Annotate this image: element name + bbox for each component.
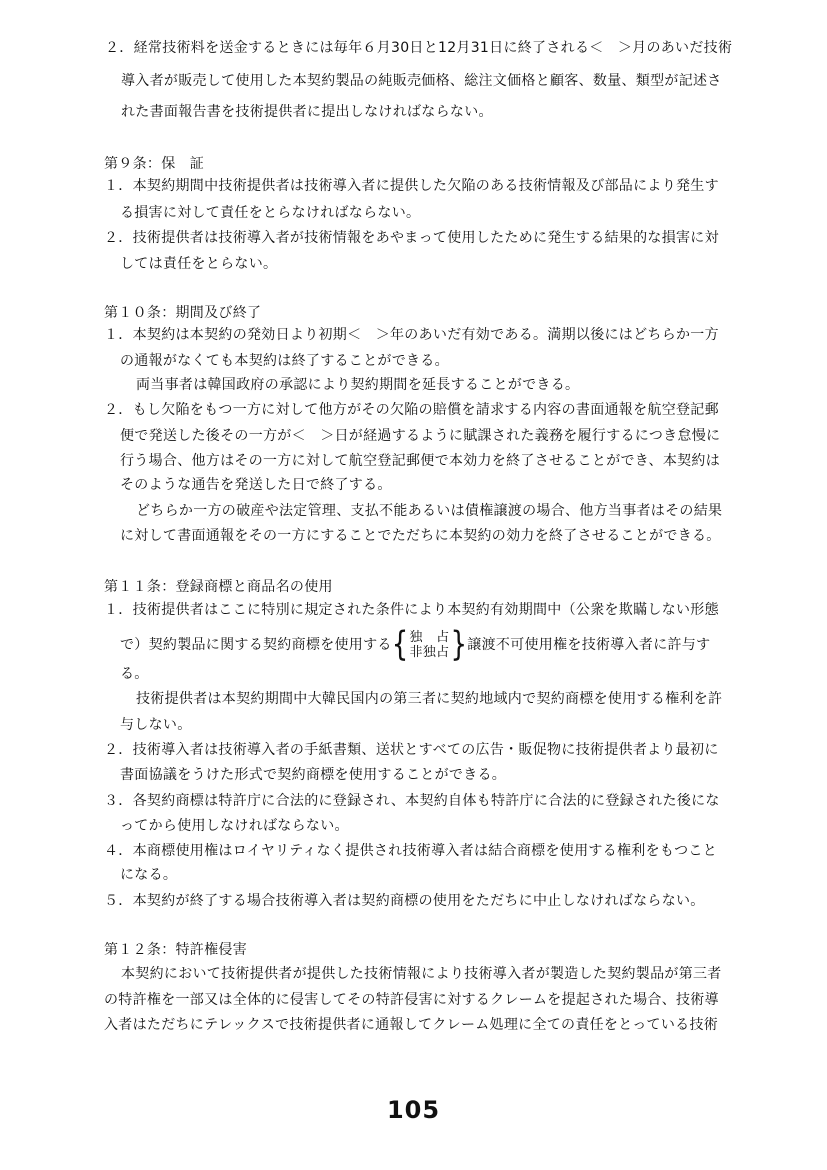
article-12-heading: 第１２条：特許権侵害 bbox=[104, 942, 247, 958]
article-10-item-1-line-1: １．本契約は本契約の発効日より初期＜ ＞年のあいだ有効である。満期以後にはどちらか一方 bbox=[104, 327, 719, 343]
clause-8-item-2-line-2: 導入者が販売して使用した本契約製品の純販売価格、総注文価格と顧客、数量、類型が記述さ bbox=[121, 73, 722, 89]
article-11-item-4-line-1: ４．本商標使用権はロイヤリティなく提供され技術導入者は結合商標を使用する権利をもつこと bbox=[104, 843, 718, 859]
article-11-item-2-line-1: ２．技術導入者は技術導入者の手紙書類、送状とすべての広告・販促物に技術提供者より最初に bbox=[104, 742, 719, 758]
non-exclusive-option: 非独占 bbox=[409, 645, 450, 660]
article-12-body-line-3: 入者はただちにテレックスで技術提供者に通報してクレーム処理に全ての責任をとっている技術 bbox=[104, 1017, 719, 1033]
article-11-item-1-line-3: る。 bbox=[120, 666, 149, 682]
article-11-item-1-line-2: で）契約製品に関する契約商標を使用する{ 独 占 非独占 }譲渡不可使用権を技術導入者に許与す bbox=[120, 625, 711, 665]
article-9-item-1-line-1: １．本契約期間中技術提供者は技術導入者に提供した欠陥のある技術情報及び部品により発生す bbox=[104, 178, 719, 194]
article-10-item-2-line-2: 便で発送した後その一方が＜ ＞日が経過するように賦課された義務を履行するにつき怠慢に bbox=[120, 428, 721, 444]
article-10-item-2-line-1: ２．もし欠陥をもつ一方に対して他方がその欠陥の賠償を請求する内容の書面通報を航空登記郵 bbox=[104, 402, 719, 418]
article-10-item-2-line-3: 行う場合、他方はその一方に対して航空登記郵便で本効力を終了させることができ、本契約は bbox=[120, 453, 721, 469]
article-10-item-1-line-2: の通報がなくても本契約は終了することができる。 bbox=[120, 353, 449, 369]
article-11-item-2-line-2: 書面協議をうけた形式で契約商標を使用することができる。 bbox=[120, 767, 507, 783]
article-9-item-2-line-1: ２．技術提供者は技術導入者が技術情報をあやまって使用したために発生する結果的な損害に対 bbox=[104, 230, 719, 246]
exclusivity-choice bbox=[410, 630, 450, 660]
article-11-item-3-line-2: ってから使用しなければならない。 bbox=[120, 818, 349, 834]
article-11-item-3-line-1: ３．各契約商標は特許庁に合法的に登録され、本契約自体も特許庁に合法的に登録された後にな bbox=[104, 793, 720, 809]
article-12-body-line-2: の特許権を一部又は全体的に侵害してその特許侵害に対するクレームを提起された場合、技術導 bbox=[104, 992, 719, 1008]
article-11-item-5-line-1: ５．本契約が終了する場合技術導入者は契約商標の使用をただちに中止しなければならない。 bbox=[104, 893, 705, 909]
article-11-item-4-line-2: になる。 bbox=[120, 867, 178, 883]
article-9-item-1-line-2: る損害に対して責任をとらなければならない。 bbox=[120, 205, 421, 221]
article-11-item-1-line-2-end: 譲渡不可使用権を技術導入者に許与す bbox=[467, 637, 711, 653]
article-11-item-1-line-2-start: で）契約製品に関する契約商標を使用する bbox=[120, 637, 392, 653]
article-11-item-1-line-5: 与しない。 bbox=[120, 717, 192, 733]
article-10-item-2-line-6: に対して書面通報をその一方にすることでただちに本契約の効力を終了させることができる。 bbox=[120, 528, 721, 544]
article-11-item-1-line-4: 技術提供者は本契約期間中大韓民国内の第三者に契約地域内で契約商標を使用する権利を許 bbox=[136, 691, 723, 707]
article-11-heading: 第１１条：登録商標と商品名の使用 bbox=[104, 579, 333, 595]
clause-8-item-2-line-1: ２．経常技術料を送金するときには毎年６月30日と12月31日に終了される＜ ＞月のあいだ技術 bbox=[105, 40, 733, 56]
article-11-item-1-line-1: １．技術提供者はここに特別に規定された条件により本契約有効期間中（公衆を欺瞞しない形態 bbox=[104, 602, 719, 618]
exclusive-option: 独 占 bbox=[409, 630, 450, 645]
article-10-heading: 第１０条：期間及び終了 bbox=[104, 305, 262, 321]
article-9-item-2-line-2: しては責任をとらない。 bbox=[120, 256, 278, 272]
clause-8-item-2-line-3: れた書面報告書を技術提供者に提出しなければならない。 bbox=[121, 104, 493, 120]
article-10-item-2-line-4: そのような通告を発送した日で終了する。 bbox=[120, 477, 392, 493]
article-10-item-1-line-3: 両当事者は韓国政府の承認により契約期間を延長することができる。 bbox=[136, 377, 580, 393]
page-number: 105 bbox=[386, 1096, 441, 1124]
article-9-heading: 第９条：保 証 bbox=[104, 156, 205, 172]
article-10-item-2-line-5: どちらか一方の破産や法定管理、支払不能あるいは債権譲渡の場合、他方当事者はその結果 bbox=[136, 503, 723, 519]
article-12-body-line-1: 本契約において技術提供者が提供した技術情報により技術導入者が製造した契約製品が第三者 bbox=[121, 966, 722, 982]
